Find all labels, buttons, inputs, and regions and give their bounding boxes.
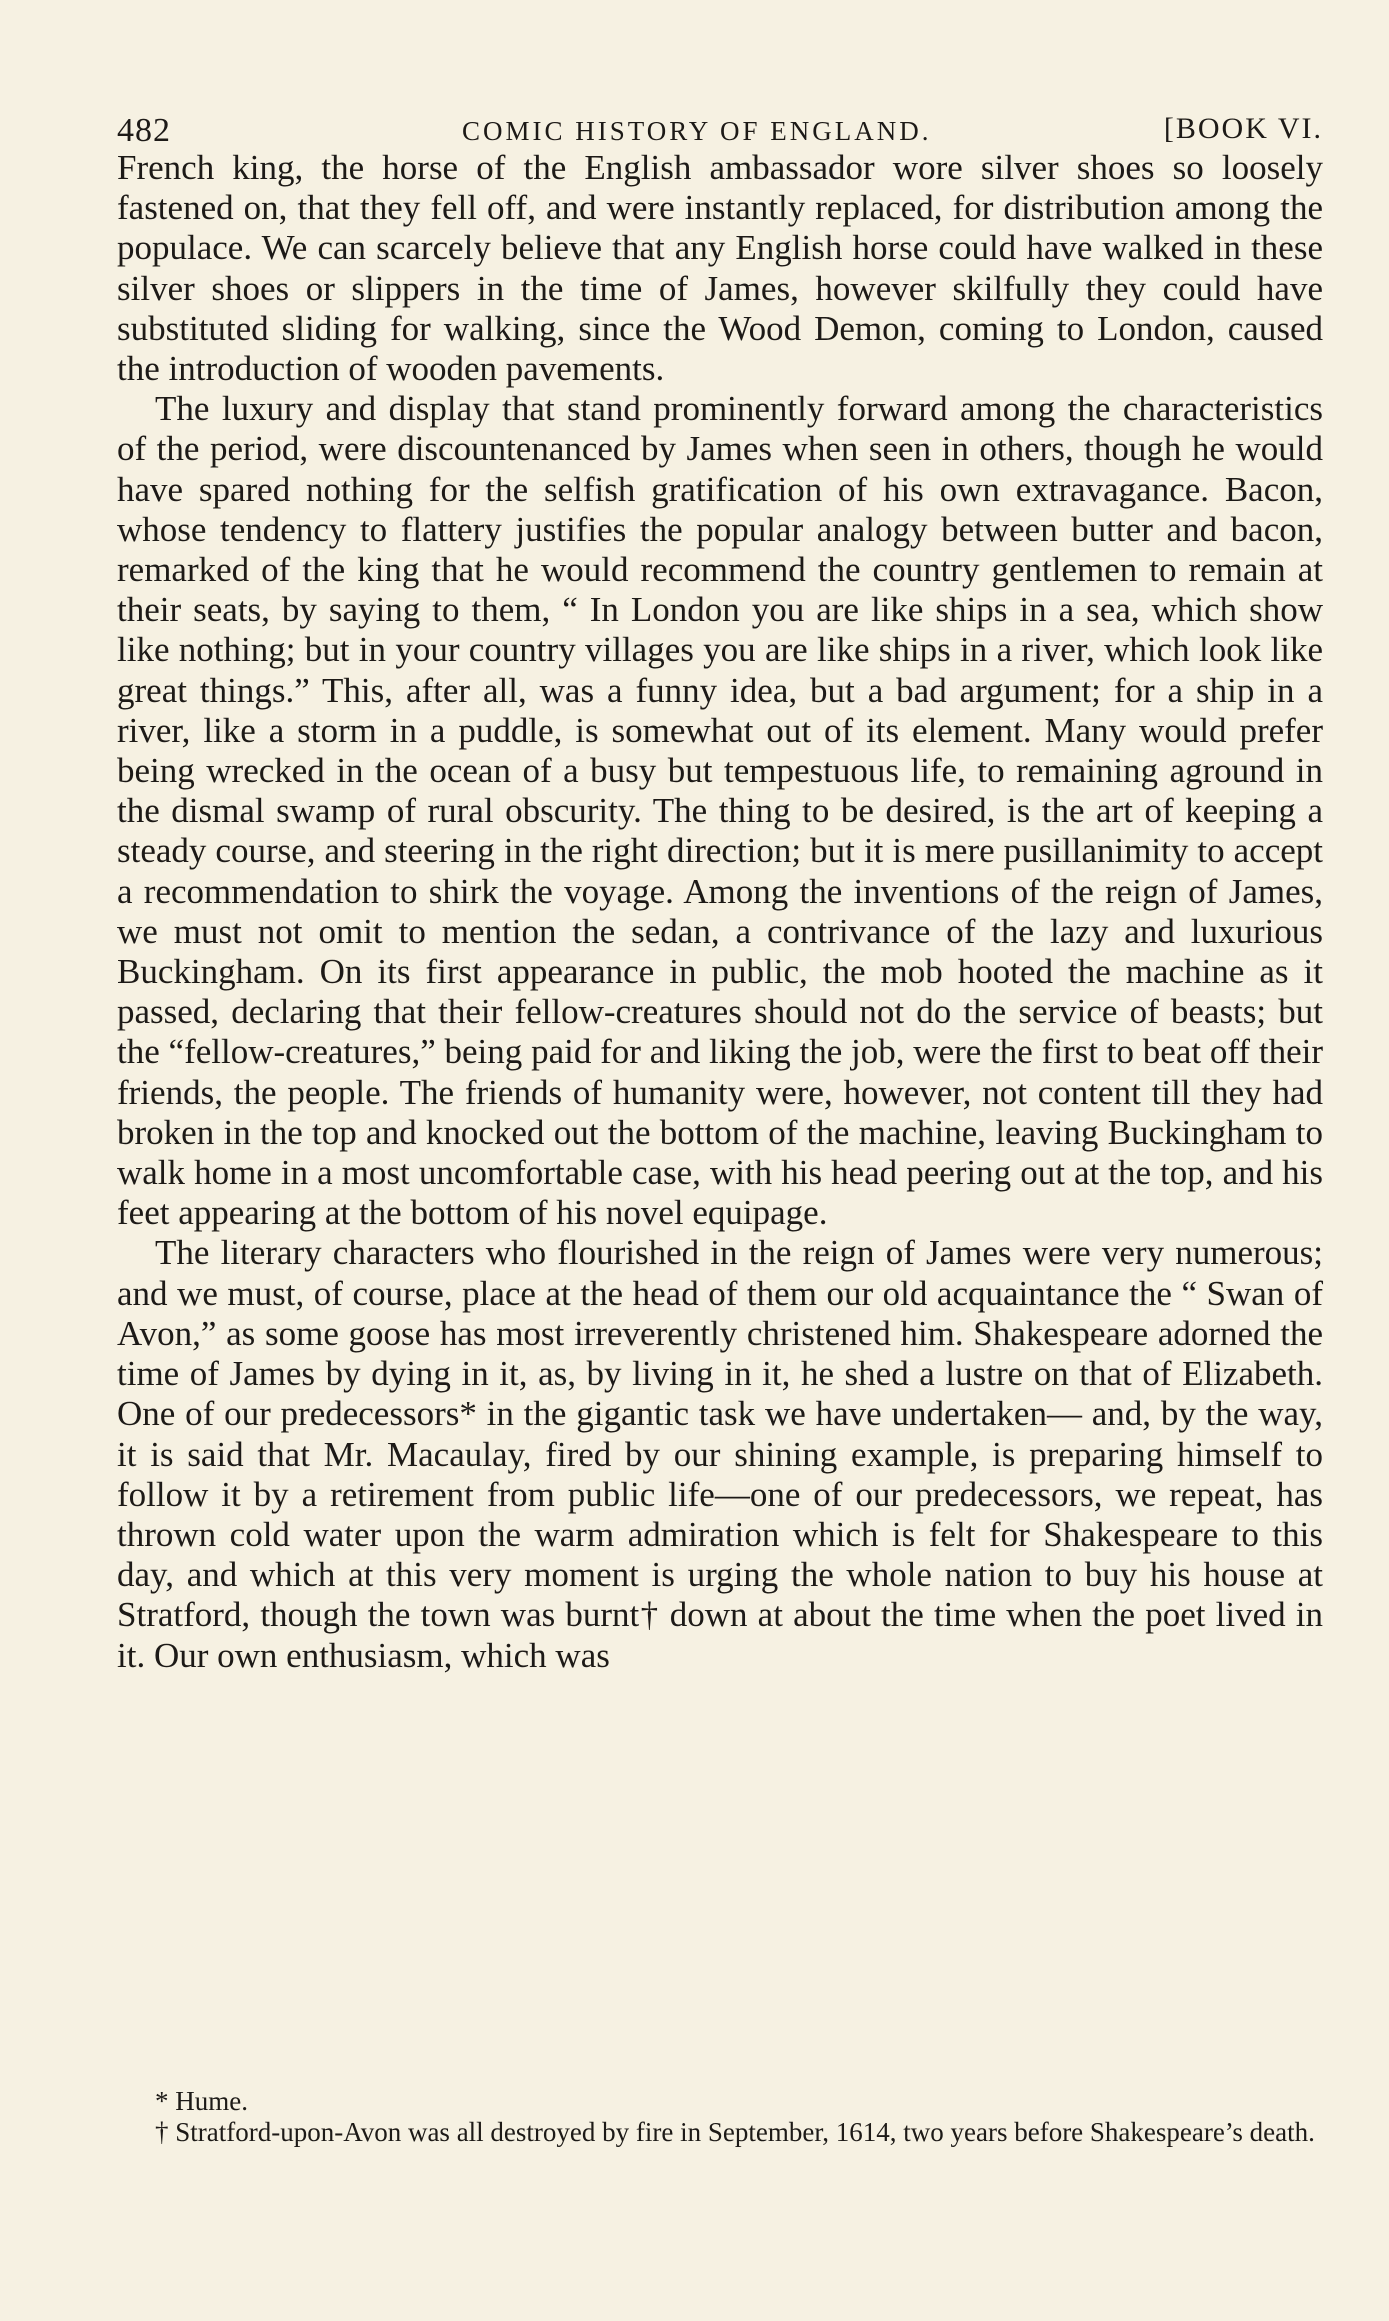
book-label: [BOOK VI. xyxy=(1163,112,1323,145)
paragraph-3: The literary characters who flourished in the reign of James were very numerous; and we must, of course, place at the head of them our old acquaintance the “ Swan of Avon,” as some goose has most irreverently christened him. Shakespeare adorned the time of James by dying in it, as, by living in it, he shed a lustre on that of Elizabeth. One of our predecessors* in the gigantic task we have undertaken— and, by the way, it is said that Mr. Macaulay, fired by our shining example, is preparing himself to follow it by a retirement from public life—one of our predecessors, we repeat, has thrown cold water upon the warm admiration which is felt for Shakespeare to this day, and which at this very moment is urging the whole nation to buy his house at Stratford, though the town was burnt† down at about the time when the poet lived in it. Our own enthusiasm, which was xyxy=(117,1233,1323,1675)
footnotes xyxy=(117,2086,1323,2148)
footnote-2: † Stratford-upon-Avon was all destroyed by fire in September, 1614, two years before Shakespeare’s death. xyxy=(155,2117,1315,2147)
paragraph-1: French king, the horse of the English ambassador wore silver shoes so loosely fastened on, that they fell off, and were instantly replaced, for distribution among the populace. We can scarcely believe that any English horse could have walked in these silver shoes or slippers in the time of James, however skilfully they could have substituted sliding for walking, since the Wood Demon, coming to London, caused the introduction of wooden pavements. xyxy=(117,148,1323,389)
body-text xyxy=(117,148,1323,1676)
paragraph-2: The luxury and display that stand prominently forward among the characteristics of the period, were discountenanced by James when seen in others, though he would have spared nothing for the selfish gratification of his own extravagance. Bacon, whose tendency to flattery justifies the popular analogy between butter and bacon, remarked of the king that he would recommend the country gentlemen to remain at their seats, by saying to them, “ In London you are like ships in a sea, which show like nothing; but in your country villages you are like ships in a river, which look like great things.” This, after all, was a funny idea, but a bad argument; for a ship in a river, like a storm in a puddle, is somewhat out of its element. Many would prefer being wrecked in the ocean of a busy but tempestuous life, to remaining aground in the dismal swamp of rural obscurity. The thing to be desired, is the art of keeping a steady course, and steering in the right direction; but it is mere pusillanimity to accept a recommendation to shirk the voyage. Among the inventions of the reign of James, we must not omit to mention the sedan, a contrivance of the lazy and luxurious Buckingham. On its first appearance in public, the mob hooted the machine as it passed, declaring that their fellow-creatures should not do the service of beasts; but the “fellow-creatures,” being paid for and liking the job, were the first to beat off their friends, the people. The friends of humanity were, however, not content till they had broken in the top and knocked out the bottom of the machine, leaving Buckingham to walk home in a most uncomfortable case, with his head peering out at the top, and his feet appearing at the bottom of his novel equipage. xyxy=(117,389,1323,1233)
footnote-1: * Hume. xyxy=(155,2086,248,2116)
page-number: 482 xyxy=(117,112,171,149)
running-title: COMIC HISTORY OF ENGLAND. xyxy=(462,116,932,146)
